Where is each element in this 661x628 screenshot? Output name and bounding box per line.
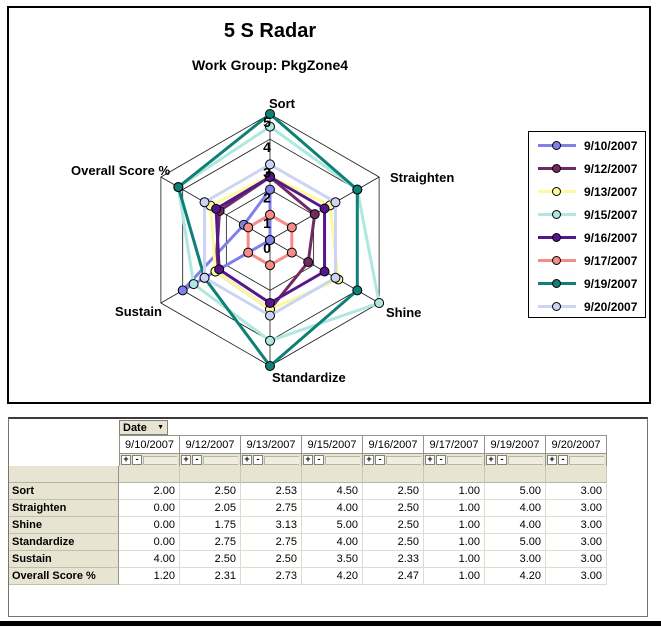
value-cell[interactable]: 4.00 xyxy=(302,500,363,517)
data-point-9/16/2007[interactable] xyxy=(212,204,221,213)
data-point-9/15/2007[interactable] xyxy=(375,299,384,308)
row-label-Overall Score %[interactable]: Overall Score % xyxy=(9,568,119,585)
collapse-button[interactable]: - xyxy=(192,455,202,465)
value-cell[interactable]: 2.53 xyxy=(241,483,302,500)
table-row xyxy=(9,568,647,585)
value-cell[interactable]: 2.50 xyxy=(363,517,424,534)
value-cell[interactable]: 5.00 xyxy=(302,517,363,534)
data-point-9/12/2007[interactable] xyxy=(304,258,313,267)
legend-series-marker-icon xyxy=(538,279,576,288)
expand-collapse-cell xyxy=(302,454,363,466)
value-cell[interactable]: 2.47 xyxy=(363,568,424,585)
value-cell[interactable]: 2.05 xyxy=(180,500,241,517)
data-point-9/17/2007[interactable] xyxy=(244,223,253,232)
axis-label-Sustain: Sustain xyxy=(115,304,162,319)
value-cell[interactable]: 3.00 xyxy=(546,551,607,568)
pivot-field-row xyxy=(9,419,647,435)
value-cell[interactable]: 4.00 xyxy=(302,534,363,551)
value-cell[interactable]: 2.75 xyxy=(241,534,302,551)
expand-collapse-cell xyxy=(424,454,485,466)
expand-collapse-cell xyxy=(241,454,302,466)
table-row xyxy=(9,534,647,551)
expand-collapse-cell xyxy=(546,454,607,466)
legend-series-marker-icon xyxy=(538,233,576,242)
legend-item[interactable] xyxy=(529,295,645,318)
row-label-Sort[interactable]: Sort xyxy=(9,483,119,500)
value-cell[interactable]: 4.20 xyxy=(485,568,546,585)
collapse-button[interactable]: - xyxy=(558,455,568,465)
value-cell[interactable]: 4.20 xyxy=(302,568,363,585)
expand-button[interactable]: + xyxy=(364,455,374,465)
value-cell[interactable]: 4.00 xyxy=(119,551,180,568)
value-cell[interactable]: 3.00 xyxy=(546,517,607,534)
value-cell[interactable]: 2.75 xyxy=(241,500,302,517)
row-label-Standardize[interactable]: Standardize xyxy=(9,534,119,551)
data-point-9/17/2007[interactable] xyxy=(244,248,253,257)
column-header-9/16/2007[interactable]: 9/16/2007 xyxy=(363,435,424,454)
legend-item[interactable] xyxy=(529,203,645,226)
expand-collapse-cell xyxy=(119,454,180,466)
value-cell[interactable]: 2.73 xyxy=(241,568,302,585)
value-cell[interactable]: 3.00 xyxy=(546,500,607,517)
legend-series-marker-icon xyxy=(538,187,576,196)
value-cell[interactable]: 3.00 xyxy=(485,551,546,568)
expand-button[interactable]: + xyxy=(547,455,557,465)
data-point-9/15/2007[interactable] xyxy=(189,280,198,289)
value-cell[interactable]: 2.31 xyxy=(180,568,241,585)
axis-label-Sort: Sort xyxy=(269,96,295,111)
column-header-9/12/2007[interactable]: 9/12/2007 xyxy=(180,435,241,454)
row-label-Sustain[interactable]: Sustain xyxy=(9,551,119,568)
legend-item[interactable] xyxy=(529,157,645,180)
axis-label-Straighten: Straighten xyxy=(390,170,455,185)
collapse-button[interactable]: - xyxy=(497,455,507,465)
collapse-button[interactable]: - xyxy=(375,455,385,465)
value-cell[interactable]: 2.00 xyxy=(119,483,180,500)
value-cell[interactable]: 2.50 xyxy=(363,500,424,517)
chart-legend xyxy=(528,131,646,318)
value-cell[interactable]: 3.00 xyxy=(546,534,607,551)
expand-collapse-cell xyxy=(180,454,241,466)
collapse-button[interactable]: - xyxy=(253,455,263,465)
value-cell[interactable]: 4.00 xyxy=(485,500,546,517)
value-axis-tick: 0 xyxy=(263,240,271,256)
value-cell[interactable]: 0.00 xyxy=(119,534,180,551)
row-label-Shine[interactable]: Shine xyxy=(9,517,119,534)
value-axis-tick: 2 xyxy=(263,189,271,206)
collapse-button[interactable]: - xyxy=(132,455,142,465)
chart-subtitle: Work Group: PkgZone4 xyxy=(191,57,349,73)
value-cell[interactable]: 4.50 xyxy=(302,483,363,500)
value-cell[interactable]: 1.00 xyxy=(424,483,485,500)
radar-chart-panel xyxy=(7,6,651,404)
column-header-9/13/2007[interactable]: 9/13/2007 xyxy=(241,435,302,454)
date-field-button[interactable] xyxy=(119,420,168,435)
axis-label-Shine: Shine xyxy=(386,305,422,320)
value-cell[interactable]: 1.00 xyxy=(424,534,485,551)
expand-button[interactable]: + xyxy=(486,455,496,465)
legend-label: 9/10/2007 xyxy=(584,138,638,153)
legend-item[interactable] xyxy=(529,134,645,157)
legend-label: 9/19/2007 xyxy=(584,276,638,291)
table-row xyxy=(9,500,647,517)
expand-button[interactable]: + xyxy=(121,455,131,465)
data-point-9/15/2007[interactable] xyxy=(266,336,275,345)
date-field-label: Date xyxy=(123,421,147,434)
data-point-9/16/2007[interactable] xyxy=(266,299,275,308)
data-point-9/19/2007[interactable] xyxy=(353,185,362,194)
legend-label: 9/13/2007 xyxy=(584,184,638,199)
data-point-9/17/2007[interactable] xyxy=(266,261,275,270)
column-header-9/20/2007[interactable]: 9/20/2007 xyxy=(546,435,607,454)
value-cell[interactable]: 0.00 xyxy=(119,500,180,517)
data-point-9/20/2007[interactable] xyxy=(331,198,340,207)
expand-button[interactable]: + xyxy=(242,455,252,465)
value-cell[interactable]: 5.00 xyxy=(485,483,546,500)
data-point-9/19/2007[interactable] xyxy=(174,183,183,192)
legend-series-marker-icon xyxy=(538,256,576,265)
value-cell[interactable]: 2.75 xyxy=(180,534,241,551)
value-axis-tick: 1 xyxy=(263,214,271,231)
value-cell[interactable]: 2.33 xyxy=(363,551,424,568)
value-cell[interactable]: 3.00 xyxy=(546,483,607,500)
data-point-9/19/2007[interactable] xyxy=(353,286,362,295)
data-point-9/20/2007[interactable] xyxy=(331,273,340,282)
expand-collapse-cell xyxy=(363,454,424,466)
data-point-9/16/2007[interactable] xyxy=(215,265,224,274)
expand-button[interactable]: + xyxy=(181,455,191,465)
collapse-button[interactable]: - xyxy=(436,455,446,465)
value-cell[interactable]: 1.00 xyxy=(424,517,485,534)
bottom-separator xyxy=(0,621,661,626)
legend-item[interactable] xyxy=(529,226,645,249)
data-point-9/20/2007[interactable] xyxy=(200,198,209,207)
data-point-9/20/2007[interactable] xyxy=(266,311,275,320)
data-point-9/10/2007[interactable] xyxy=(178,286,187,295)
expand-collapse-cell xyxy=(485,454,546,466)
legend-item[interactable] xyxy=(529,180,645,203)
legend-label: 9/12/2007 xyxy=(584,161,638,176)
value-cell[interactable]: 5.00 xyxy=(485,534,546,551)
value-cell[interactable]: 2.50 xyxy=(241,551,302,568)
chart-title: 5 S Radar xyxy=(223,20,317,42)
legend-series-marker-icon xyxy=(538,302,576,311)
value-cell[interactable]: 2.50 xyxy=(363,534,424,551)
value-axis-tick: 5 xyxy=(263,114,271,130)
value-cell[interactable]: 1.00 xyxy=(424,500,485,517)
value-cell[interactable]: 3.13 xyxy=(241,517,302,534)
dropdown-arrow-icon: ▼ xyxy=(157,424,164,431)
value-cell[interactable]: 2.50 xyxy=(180,483,241,500)
series-line-9/15/2007[interactable] xyxy=(178,127,379,341)
value-cell[interactable]: 3.00 xyxy=(546,568,607,585)
axis-label-Overall Score %: Overall Score % xyxy=(71,163,170,178)
table-row xyxy=(9,551,647,568)
value-cell[interactable]: 1.75 xyxy=(180,517,241,534)
value-axis-tick: 4 xyxy=(263,139,271,156)
data-point-9/16/2007[interactable] xyxy=(320,267,329,276)
column-header-9/15/2007[interactable]: 9/15/2007 xyxy=(302,435,363,454)
data-point-9/20/2007[interactable] xyxy=(200,273,209,282)
data-point-9/16/2007[interactable] xyxy=(320,204,329,213)
data-point-9/12/2007[interactable] xyxy=(310,210,319,219)
legend-series-marker-icon xyxy=(538,141,576,150)
value-cell[interactable]: 1.00 xyxy=(424,568,485,585)
data-point-9/17/2007[interactable] xyxy=(287,248,296,257)
collapse-button[interactable]: - xyxy=(314,455,324,465)
value-cell[interactable]: 3.50 xyxy=(302,551,363,568)
table-row xyxy=(9,483,647,500)
legend-series-marker-icon xyxy=(538,164,576,173)
data-point-9/17/2007[interactable] xyxy=(287,223,296,232)
column-header-9/10/2007[interactable]: 9/10/2007 xyxy=(119,435,180,454)
value-cell[interactable]: 1.20 xyxy=(119,568,180,585)
table-row xyxy=(9,517,647,534)
value-axis-tick: 3 xyxy=(263,164,271,181)
legend-label: 9/20/2007 xyxy=(584,299,638,314)
row-label-Straighten[interactable]: Straighten xyxy=(9,500,119,517)
expand-collapse-row xyxy=(9,454,647,466)
legend-label: 9/16/2007 xyxy=(584,230,638,245)
value-cell[interactable]: 4.00 xyxy=(485,517,546,534)
value-cell[interactable]: 0.00 xyxy=(119,517,180,534)
legend-label: 9/17/2007 xyxy=(584,253,638,268)
column-header-row xyxy=(9,435,647,454)
legend-label: 9/15/2007 xyxy=(584,207,638,222)
column-header-9/19/2007[interactable]: 9/19/2007 xyxy=(485,435,546,454)
value-cell[interactable]: 2.50 xyxy=(363,483,424,500)
legend-item[interactable] xyxy=(529,249,645,272)
expand-button[interactable]: + xyxy=(303,455,313,465)
value-cell[interactable]: 2.50 xyxy=(180,551,241,568)
pivot-table xyxy=(8,417,648,617)
legend-series-marker-icon xyxy=(538,210,576,219)
expand-button[interactable]: + xyxy=(425,455,435,465)
legend-item[interactable] xyxy=(529,272,645,295)
column-header-9/17/2007[interactable]: 9/17/2007 xyxy=(424,435,485,454)
value-cell[interactable]: 1.00 xyxy=(424,551,485,568)
blank-row xyxy=(9,466,647,483)
axis-label-Standardize: Standardize xyxy=(272,370,346,385)
